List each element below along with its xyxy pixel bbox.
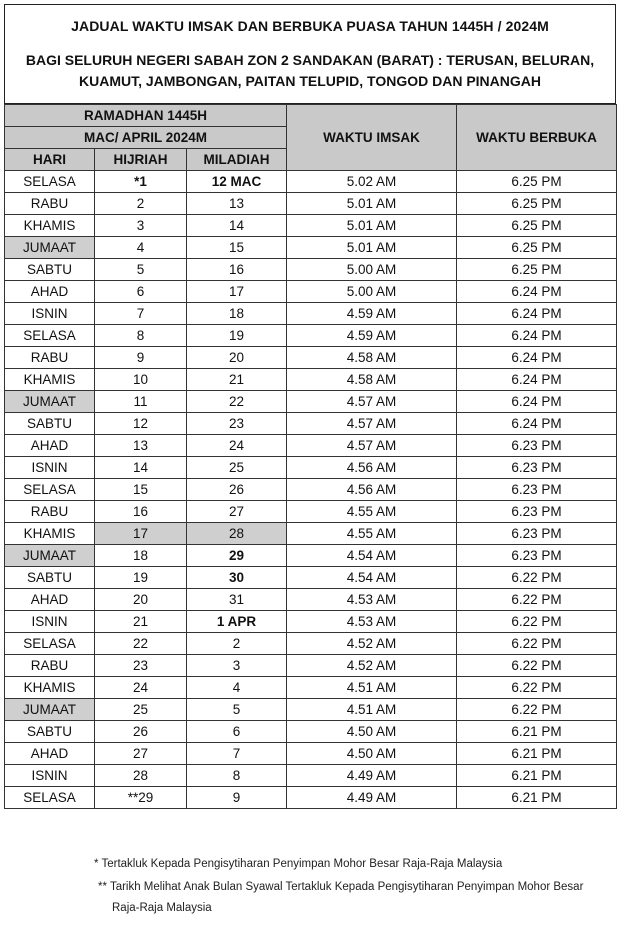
hijriah-cell: 9 <box>95 347 187 369</box>
table-row <box>5 567 617 589</box>
day-cell: ISNIN <box>5 765 95 787</box>
miladiah-cell: 28 <box>187 523 287 545</box>
berbuka-cell: 6.23 PM <box>457 457 617 479</box>
day-cell: SELASA <box>5 787 95 809</box>
miladiah-cell: 30 <box>187 567 287 589</box>
hijriah-cell: 21 <box>95 611 187 633</box>
imsak-cell: 5.01 AM <box>287 237 457 259</box>
day-cell: KHAMIS <box>5 215 95 237</box>
hijriah-cell: 8 <box>95 325 187 347</box>
imsak-cell: 5.00 AM <box>287 281 457 303</box>
day-cell: KHAMIS <box>5 523 95 545</box>
miladiah-cell: 3 <box>187 655 287 677</box>
month-header: MAC/ APRIL 2024M <box>5 127 287 149</box>
miladiah-cell: 19 <box>187 325 287 347</box>
day-cell: ISNIN <box>5 457 95 479</box>
berbuka-cell: 6.24 PM <box>457 413 617 435</box>
miladiah-cell: 9 <box>187 787 287 809</box>
berbuka-cell: 6.25 PM <box>457 215 617 237</box>
imsak-cell: 4.59 AM <box>287 325 457 347</box>
berbuka-cell: 6.22 PM <box>457 567 617 589</box>
berbuka-cell: 6.24 PM <box>457 281 617 303</box>
day-cell: SELASA <box>5 479 95 501</box>
imsak-cell: 4.49 AM <box>287 787 457 809</box>
berbuka-cell: 6.23 PM <box>457 501 617 523</box>
day-cell: ISNIN <box>5 303 95 325</box>
imsak-cell: 4.56 AM <box>287 479 457 501</box>
day-cell: SABTU <box>5 259 95 281</box>
berbuka-cell: 6.22 PM <box>457 699 617 721</box>
table-row <box>5 435 617 457</box>
table-row <box>5 589 617 611</box>
berbuka-cell: 6.24 PM <box>457 347 617 369</box>
day-cell: SABTU <box>5 413 95 435</box>
day-cell: AHAD <box>5 435 95 457</box>
berbuka-cell: 6.22 PM <box>457 611 617 633</box>
day-cell: ISNIN <box>5 611 95 633</box>
miladiah-cell: 15 <box>187 237 287 259</box>
miladiah-cell: 16 <box>187 259 287 281</box>
hijriah-cell: 16 <box>95 501 187 523</box>
imsak-cell: 4.58 AM <box>287 347 457 369</box>
berbuka-cell: 6.22 PM <box>457 589 617 611</box>
table-row <box>5 611 617 633</box>
berbuka-cell: 6.24 PM <box>457 391 617 413</box>
footnote-2: ** Tarikh Melihat Anak Bulan Syawal Tertakluk Kepada Pengisytiharan Penyimpan Mohor Besar <box>98 881 584 893</box>
table-row <box>5 545 617 567</box>
imsak-cell: 4.55 AM <box>287 523 457 545</box>
berbuka-cell: 6.25 PM <box>457 259 617 281</box>
berbuka-cell: 6.24 PM <box>457 303 617 325</box>
day-cell: JUMAAT <box>5 391 95 413</box>
table-row <box>5 523 617 545</box>
hijriah-cell: *1 <box>95 171 187 193</box>
day-cell: JUMAAT <box>5 545 95 567</box>
miladiah-cell: 24 <box>187 435 287 457</box>
table-row <box>5 325 617 347</box>
table-row <box>5 303 617 325</box>
table-row <box>5 721 617 743</box>
day-cell: RABU <box>5 501 95 523</box>
imsak-cell: 4.51 AM <box>287 699 457 721</box>
table-row <box>5 765 617 787</box>
day-cell: RABU <box>5 655 95 677</box>
berbuka-header: WAKTU BERBUKA <box>457 105 617 171</box>
imsak-cell: 5.01 AM <box>287 215 457 237</box>
miladiah-cell: 23 <box>187 413 287 435</box>
imsak-cell: 5.01 AM <box>287 193 457 215</box>
miladiah-cell: 4 <box>187 677 287 699</box>
imsak-cell: 4.50 AM <box>287 743 457 765</box>
table-row <box>5 259 617 281</box>
berbuka-cell: 6.24 PM <box>457 325 617 347</box>
hijriah-cell: 19 <box>95 567 187 589</box>
table-row <box>5 479 617 501</box>
hijriah-cell: 26 <box>95 721 187 743</box>
hijriah-cell: 4 <box>95 237 187 259</box>
berbuka-cell: 6.21 PM <box>457 787 617 809</box>
berbuka-cell: 6.24 PM <box>457 369 617 391</box>
miladiah-cell: 13 <box>187 193 287 215</box>
page-subtitle: BAGI SELURUH NEGERI SABAH ZON 2 SANDAKAN (BARAT) : TERUSAN, BELURAN, KUAMUT, JAMBONGAN, PAITAN TELUPID, TONGOD DAN PINANGAH <box>25 52 595 89</box>
table-row <box>5 457 617 479</box>
miladiah-cell: 18 <box>187 303 287 325</box>
table-row <box>5 677 617 699</box>
miladiah-cell: 12 MAC <box>187 171 287 193</box>
hijriah-cell: 25 <box>95 699 187 721</box>
day-cell: JUMAAT <box>5 237 95 259</box>
berbuka-cell: 6.25 PM <box>457 193 617 215</box>
table-row <box>5 787 617 809</box>
table-row <box>5 633 617 655</box>
table-row <box>5 281 617 303</box>
footnote-2-continued: Raja-Raja Malaysia <box>112 902 212 914</box>
imsak-cell: 4.51 AM <box>287 677 457 699</box>
hijriah-cell: 22 <box>95 633 187 655</box>
hijriah-cell: 6 <box>95 281 187 303</box>
miladiah-header: MILADIAH <box>187 149 287 171</box>
imsak-cell: 4.49 AM <box>287 765 457 787</box>
table-row <box>5 699 617 721</box>
hijriah-cell: 3 <box>95 215 187 237</box>
title-box <box>4 4 616 104</box>
imsak-cell: 4.56 AM <box>287 457 457 479</box>
hijriah-cell: 15 <box>95 479 187 501</box>
table-row <box>5 413 617 435</box>
imsak-cell: 4.52 AM <box>287 633 457 655</box>
miladiah-cell: 2 <box>187 633 287 655</box>
berbuka-cell: 6.25 PM <box>457 171 617 193</box>
day-cell: RABU <box>5 193 95 215</box>
berbuka-cell: 6.23 PM <box>457 479 617 501</box>
hijriah-header: HIJRIAH <box>95 149 187 171</box>
table-row <box>5 193 617 215</box>
hijriah-cell: 20 <box>95 589 187 611</box>
miladiah-cell: 8 <box>187 765 287 787</box>
hijriah-cell: 24 <box>95 677 187 699</box>
day-cell: SABTU <box>5 567 95 589</box>
imsak-cell: 5.02 AM <box>287 171 457 193</box>
miladiah-cell: 5 <box>187 699 287 721</box>
ramadhan-header: RAMADHAN 1445H <box>5 105 287 127</box>
imsak-cell: 4.57 AM <box>287 413 457 435</box>
hijriah-cell: 14 <box>95 457 187 479</box>
imsak-cell: 4.58 AM <box>287 369 457 391</box>
hijriah-cell: 28 <box>95 765 187 787</box>
day-cell: JUMAAT <box>5 699 95 721</box>
day-cell: SELASA <box>5 633 95 655</box>
table-row <box>5 501 617 523</box>
hijriah-cell: 27 <box>95 743 187 765</box>
miladiah-cell: 1 APR <box>187 611 287 633</box>
berbuka-cell: 6.21 PM <box>457 743 617 765</box>
imsak-cell: 4.50 AM <box>287 721 457 743</box>
hijriah-cell: 12 <box>95 413 187 435</box>
hijriah-cell: 7 <box>95 303 187 325</box>
day-cell: SELASA <box>5 171 95 193</box>
page-title: JADUAL WAKTU IMSAK DAN BERBUKA PUASA TAHUN 1445H / 2024M <box>71 18 549 34</box>
miladiah-cell: 20 <box>187 347 287 369</box>
imsak-cell: 4.52 AM <box>287 655 457 677</box>
hijriah-cell: 5 <box>95 259 187 281</box>
schedule-table <box>4 104 617 809</box>
table-row <box>5 171 617 193</box>
miladiah-cell: 21 <box>187 369 287 391</box>
miladiah-cell: 7 <box>187 743 287 765</box>
day-cell: SABTU <box>5 721 95 743</box>
hari-header: HARI <box>5 149 95 171</box>
day-cell: KHAMIS <box>5 677 95 699</box>
day-cell: KHAMIS <box>5 369 95 391</box>
berbuka-cell: 6.25 PM <box>457 237 617 259</box>
day-cell: RABU <box>5 347 95 369</box>
imsak-cell: 4.54 AM <box>287 545 457 567</box>
hijriah-cell: 23 <box>95 655 187 677</box>
berbuka-cell: 6.22 PM <box>457 655 617 677</box>
imsak-cell: 4.53 AM <box>287 589 457 611</box>
berbuka-cell: 6.22 PM <box>457 677 617 699</box>
miladiah-cell: 22 <box>187 391 287 413</box>
berbuka-cell: 6.22 PM <box>457 633 617 655</box>
day-cell: AHAD <box>5 281 95 303</box>
table-row <box>5 369 617 391</box>
berbuka-cell: 6.23 PM <box>457 435 617 457</box>
hijriah-cell: 13 <box>95 435 187 457</box>
berbuka-cell: 6.23 PM <box>457 523 617 545</box>
berbuka-cell: 6.21 PM <box>457 721 617 743</box>
imsak-cell: 4.57 AM <box>287 391 457 413</box>
table-row <box>5 237 617 259</box>
miladiah-cell: 27 <box>187 501 287 523</box>
imsak-cell: 4.55 AM <box>287 501 457 523</box>
hijriah-cell: 18 <box>95 545 187 567</box>
miladiah-cell: 29 <box>187 545 287 567</box>
day-cell: AHAD <box>5 589 95 611</box>
hijriah-cell: **29 <box>95 787 187 809</box>
table-row <box>5 391 617 413</box>
berbuka-cell: 6.21 PM <box>457 765 617 787</box>
table-row <box>5 655 617 677</box>
miladiah-cell: 25 <box>187 457 287 479</box>
hijriah-cell: 2 <box>95 193 187 215</box>
day-cell: AHAD <box>5 743 95 765</box>
imsak-cell: 4.59 AM <box>287 303 457 325</box>
hijriah-cell: 11 <box>95 391 187 413</box>
day-cell: SELASA <box>5 325 95 347</box>
footnote-1: * Tertakluk Kepada Pengisytiharan Penyimpan Mohor Besar Raja-Raja Malaysia <box>94 858 503 870</box>
imsak-cell: 4.57 AM <box>287 435 457 457</box>
miladiah-cell: 26 <box>187 479 287 501</box>
miladiah-cell: 17 <box>187 281 287 303</box>
miladiah-cell: 6 <box>187 721 287 743</box>
berbuka-cell: 6.23 PM <box>457 545 617 567</box>
miladiah-cell: 14 <box>187 215 287 237</box>
imsak-header: WAKTU IMSAK <box>287 105 457 171</box>
imsak-cell: 4.54 AM <box>287 567 457 589</box>
hijriah-cell: 10 <box>95 369 187 391</box>
miladiah-cell: 31 <box>187 589 287 611</box>
table-row <box>5 347 617 369</box>
imsak-cell: 5.00 AM <box>287 259 457 281</box>
table-row <box>5 743 617 765</box>
hijriah-cell: 17 <box>95 523 187 545</box>
imsak-cell: 4.53 AM <box>287 611 457 633</box>
table-row <box>5 215 617 237</box>
